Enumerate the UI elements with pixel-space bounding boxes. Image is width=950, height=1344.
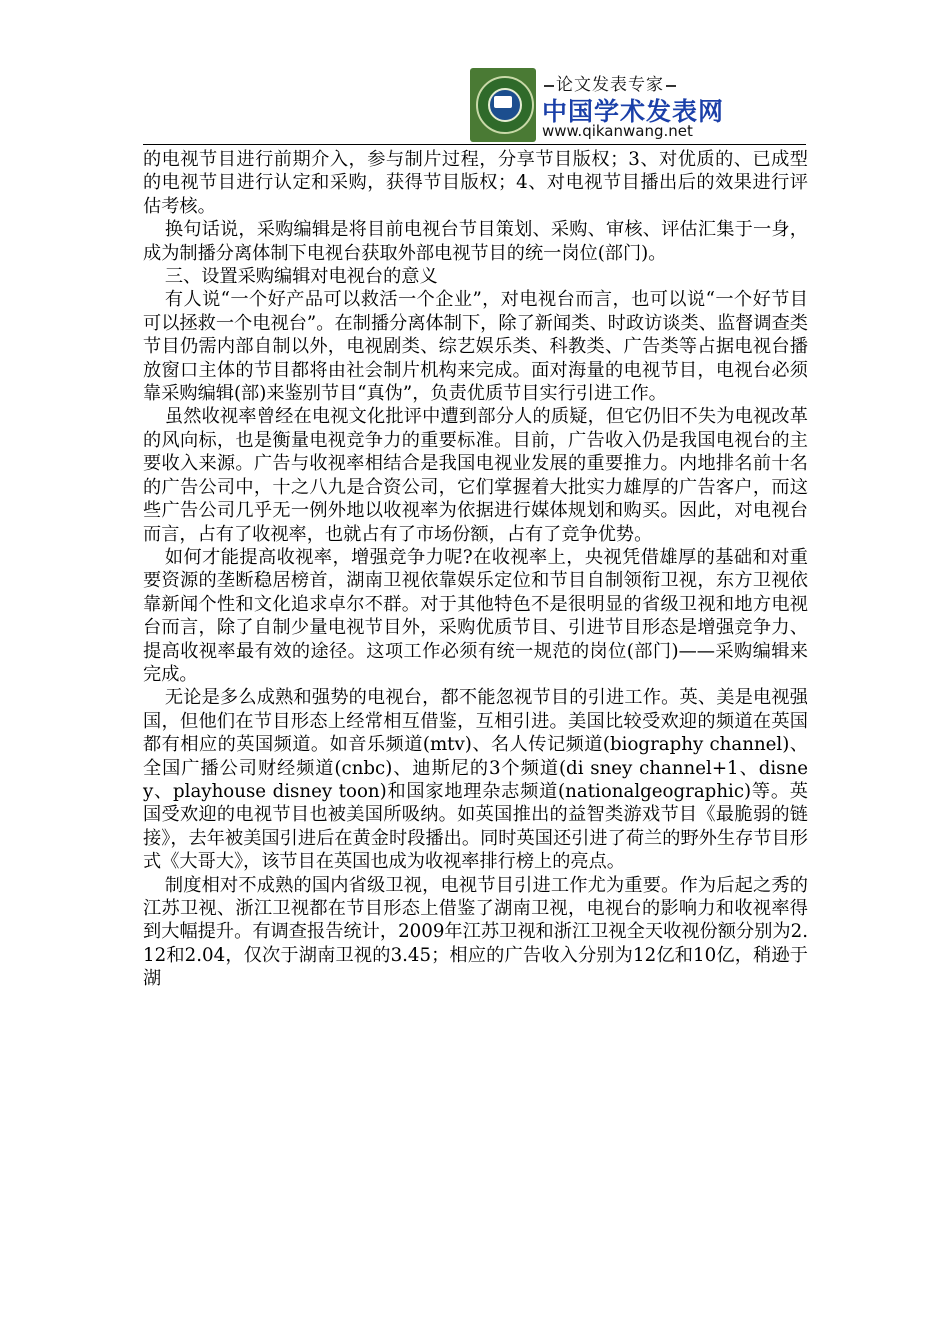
- logo-url: www.qikanwang.net: [542, 122, 693, 140]
- paragraph: 制度相对不成熟的国内省级卫视，电视节目引进工作尤为重要。作为后起之秀的江苏卫视、浙江卫视都在节目形态上借鉴了湖南卫视，电视台的影响力和收视率得到大幅提升。有调查报告统计，2009年江苏卫视和浙江卫视全天收视份额分别为2.12和2.04，仅次于湖南卫视的3.45；相应的广告收入分别为12亿和10亿，稍逊于湖: [143, 874, 808, 990]
- logo-seal-icon: [470, 68, 536, 142]
- paragraph: 的电视节目进行前期介入，参与制片过程，分享节目版权；3、对优质的、已成型的电视节目进行认定和采购，获得节目版权；4、对电视节目播出后的效果进行评估考核。: [143, 149, 808, 217]
- book-icon: [494, 96, 512, 108]
- article-body: [143, 148, 808, 991]
- paragraph: 无论是多么成熟和强势的电视台，都不能忽视节目的引进工作。英、美是电视强国，但他们在节目形态上经常相互借鉴，互相引进。美国比较受欢迎的频道在英国都有相应的英国频道。如音乐频道(mtv)、名人传记频道(biography channel)、全国广播公司财经频道(cnbc)、迪斯尼的3个频道(di sney channel+1、disney、playhouse disney toon)和国家地理杂志频道(nationalgeographic)等。英国受欢迎的电视节目也被美国所吸纳。如英国推出的益智类游戏节目《最脆弱的链接》，去年被美国引进后在黄金时段播出。同时英国还引进了荷兰的野外生存节目形式《大哥大》，该节目在英国也成为收视率排行榜上的亮点。: [143, 687, 808, 873]
- paragraph: 换句话说，采购编辑是将目前电视台节目策划、采购、审核、评估汇集于一身，成为制播分离体制下电视台获取外部电视节目的统一岗位(部门)。: [143, 219, 808, 264]
- paragraph: 有人说“一个好产品可以救活一个企业”，对电视台而言，也可以说“一个好节目可以拯救一个电视台”。在制播分离体制下，除了新闻类、时政访谈类、监督调查类节目仍需内部自制以外，电视剧类、综艺娱乐类、科教类、广告类等占据电视台播放窗口主体的节目都将由社会制片机构来完成。面对海量的电视节目，电视台必须靠采购编辑(部)来鉴别节目“真伪”，负责优质节目实行引进工作。: [143, 289, 808, 405]
- paragraph: 如何才能提高收视率，增强竞争力呢?在收视率上，央视凭借雄厚的基础和对重要资源的垄断稳居榜首，湖南卫视依靠娱乐定位和节目自制领衔卫视，东方卫视依靠新闻个性和文化追求卓尔不群。对于其他特色不是很明显的省级卫视和地方电视台而言，除了自制少量电视节目外，采购优质节目、引进节目形态是增强竞争力、提高收视率最有效的途径。这项工作必须有统一规范的岗位(部门)——采购编辑来完成。: [143, 546, 808, 685]
- header-logo: [470, 68, 725, 142]
- paragraph: 虽然收视率曾经在电视文化批评中遭到部分人的质疑，但它仍旧不失为电视改革的风向标，也是衡量电视竞争力的重要标准。目前，广告收入仍是我国电视台的主要收入来源。广告与收视率相结合是我国电视业发展的重要推力。内地排名前十名的广告公司中，十之八九是合资公司，它们掌握着大批实力雄厚的广告客户，而这些广告公司几乎无一例外地以收视率为依据进行媒体规划和购买。因此，对电视台而言，占有了收视率，也就占有了市场份额，占有了竞争优势。: [143, 406, 808, 545]
- logo-slogan: 论文发表专家: [542, 70, 678, 90]
- section-heading: 三、设置采购编辑对电视台的意义: [164, 266, 438, 288]
- header-divider: [143, 144, 806, 145]
- logo-brand-name: 中国学术发表网: [542, 97, 725, 126]
